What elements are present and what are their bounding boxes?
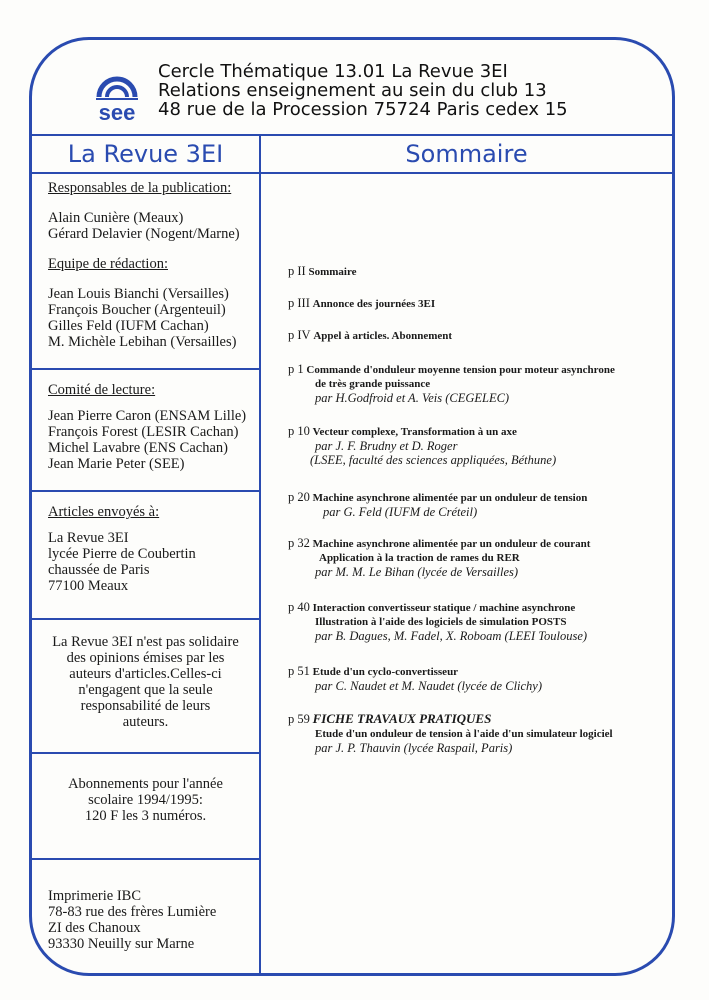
list-item: La Revue 3EI	[48, 530, 129, 546]
header-line-1: Cercle Thématique 13.01 La Revue 3EI	[158, 61, 508, 82]
sommaire-entry	[288, 362, 668, 405]
abonnements-box	[32, 754, 259, 860]
disclaimer-line: des opinions émises par les	[66, 650, 225, 666]
imprimerie-line: 78-83 rue des frères Lumière	[48, 904, 217, 920]
entry-affiliation: (LSEE, faculté des sciences appliquées, Béthune)	[310, 453, 557, 467]
entry-page: p 32	[288, 536, 310, 550]
logo-text: see	[98, 100, 136, 125]
header-line-3: 48 rue de la Procession 75724 Paris cedex 15	[158, 99, 568, 120]
list-item: 77100 Meaux	[48, 578, 129, 594]
list-item: M. Michèle Lebihan (Versailles)	[48, 334, 237, 350]
entry-title: FICHE TRAVAUX PRATIQUES	[312, 711, 492, 726]
entry-title: Sommaire	[308, 266, 357, 278]
sommaire-entry	[288, 600, 668, 643]
disclaimer-line: auteurs.	[122, 714, 169, 730]
disclaimer-line: La Revue 3EI n'est pas solidaire	[52, 634, 239, 650]
comite-heading: Comité de lecture:	[48, 382, 156, 398]
entry-title-cont: Application à la traction de rames du RER	[319, 552, 520, 564]
entry-page: p 10	[288, 424, 310, 438]
list-item: Jean Louis Bianchi (Versailles)	[48, 286, 229, 302]
disclaimer-line: auteurs d'articles.Celles-ci	[69, 666, 222, 682]
disclaimer-box	[32, 620, 259, 754]
entry-author: par H.Godfroid et A. Veis (CEGELEC)	[315, 391, 510, 405]
sommaire-entry	[288, 296, 668, 311]
articles-heading: Articles envoyés à:	[48, 504, 160, 520]
entry-author: par G. Feld (IUFM de Créteil)	[323, 505, 478, 519]
imprimerie-line: 93330 Neuilly sur Marne	[48, 936, 195, 952]
see-logo	[92, 64, 142, 124]
abonnement-line: 120 F les 3 numéros.	[84, 808, 207, 824]
header-line-2: Relations enseignement au sein du club 13	[158, 80, 547, 101]
list-item: chaussée de Paris	[48, 562, 150, 578]
entry-page: p 40	[288, 600, 310, 614]
list-item: François Forest (LESIR Cachan)	[48, 424, 239, 440]
right-column-title: Sommaire	[405, 140, 528, 168]
entry-author: par B. Dagues, M. Fadel, X. Roboam (LEEI Toulouse)	[315, 629, 588, 643]
entry-page: p III	[288, 296, 310, 310]
list-item: Michel Lavabre (ENS Cachan)	[48, 440, 228, 456]
entry-title: Vecteur complexe, Transformation à un axe	[312, 426, 517, 438]
list-item: Gérard Delavier (Nogent/Marne)	[48, 226, 240, 242]
abonnement-line: scolaire 1994/1995:	[88, 792, 203, 808]
imprimerie-line: Imprimerie IBC	[48, 888, 142, 904]
entry-page: p 1	[288, 362, 304, 376]
sommaire-entry	[288, 536, 668, 579]
list-item: Alain Cunière (Meaux)	[48, 210, 184, 226]
entry-title: Machine asynchrone alimentée par un onduleur de courant	[312, 538, 591, 550]
entry-title: Etude d'un cyclo-convertisseur	[312, 666, 459, 678]
entry-title: Machine asynchrone alimentée par un onduleur de tension	[312, 492, 588, 504]
list-item: lycée Pierre de Coubertin	[48, 546, 196, 562]
entry-author: par J. P. Thauvin (lycée Raspail, Paris)	[315, 741, 513, 755]
disclaimer-line: n'engagent que la seule	[78, 682, 213, 698]
column-divider	[259, 134, 261, 973]
entry-title-cont: Illustration à l'aide des logiciels de simulation POSTS	[315, 616, 567, 628]
sommaire-entry	[288, 424, 668, 467]
imprimerie-line: ZI des Chanoux	[48, 920, 141, 936]
entry-title: Appel à articles. Abonnement	[313, 330, 453, 342]
entry-title-cont: de très grande puissance	[315, 378, 431, 390]
entry-title: Commande d'onduleur moyenne tension pour moteur asynchrone	[306, 364, 615, 376]
list-item: François Boucher (Argenteuil)	[48, 302, 226, 318]
list-item: Jean Marie Peter (SEE)	[48, 456, 185, 472]
responsables-heading: Responsables de la publication:	[48, 180, 232, 196]
entry-author: par J. F. Brudny et D. Roger	[315, 439, 458, 453]
page-frame	[29, 37, 675, 976]
list-item: Gilles Feld (IUFM Cachan)	[48, 318, 209, 334]
imprimerie-box	[32, 860, 259, 976]
entry-page: p IV	[288, 328, 311, 342]
header	[32, 40, 672, 134]
abonnement-line: Abonnements pour l'année	[68, 776, 223, 792]
sommaire-entry	[288, 264, 668, 279]
sommaire-entry	[288, 712, 668, 755]
sommaire-entry	[288, 664, 668, 693]
entry-page: p II	[288, 264, 306, 278]
entry-title-cont: Etude d'un onduleur de tension à l'aide d'un simulateur logiciel	[315, 728, 613, 740]
sommaire-entry	[288, 328, 668, 343]
entry-title: Interaction convertisseur statique / machine asynchrone	[312, 602, 576, 614]
articles-box	[32, 492, 259, 620]
see-logo-icon	[92, 64, 142, 102]
sommaire-entry	[288, 490, 668, 519]
entry-page: p 20	[288, 490, 310, 504]
entry-title: Annonce des journées 3EI	[312, 298, 436, 310]
left-column-title: La Revue 3EI	[67, 140, 224, 168]
header-address	[158, 62, 568, 119]
comite-box	[32, 370, 259, 492]
disclaimer-line: responsabilité de leurs	[80, 698, 211, 714]
editorial-box	[32, 174, 259, 370]
entry-page: p 59	[288, 712, 310, 726]
entry-page: p 51	[288, 664, 310, 678]
entry-author: par M. M. Le Bihan (lycée de Versailles)	[315, 565, 519, 579]
equipe-heading: Equipe de rédaction:	[48, 256, 168, 272]
entry-author: par C. Naudet et M. Naudet (lycée de Clichy)	[315, 679, 543, 693]
list-item: Jean Pierre Caron (ENSAM Lille)	[48, 408, 247, 424]
